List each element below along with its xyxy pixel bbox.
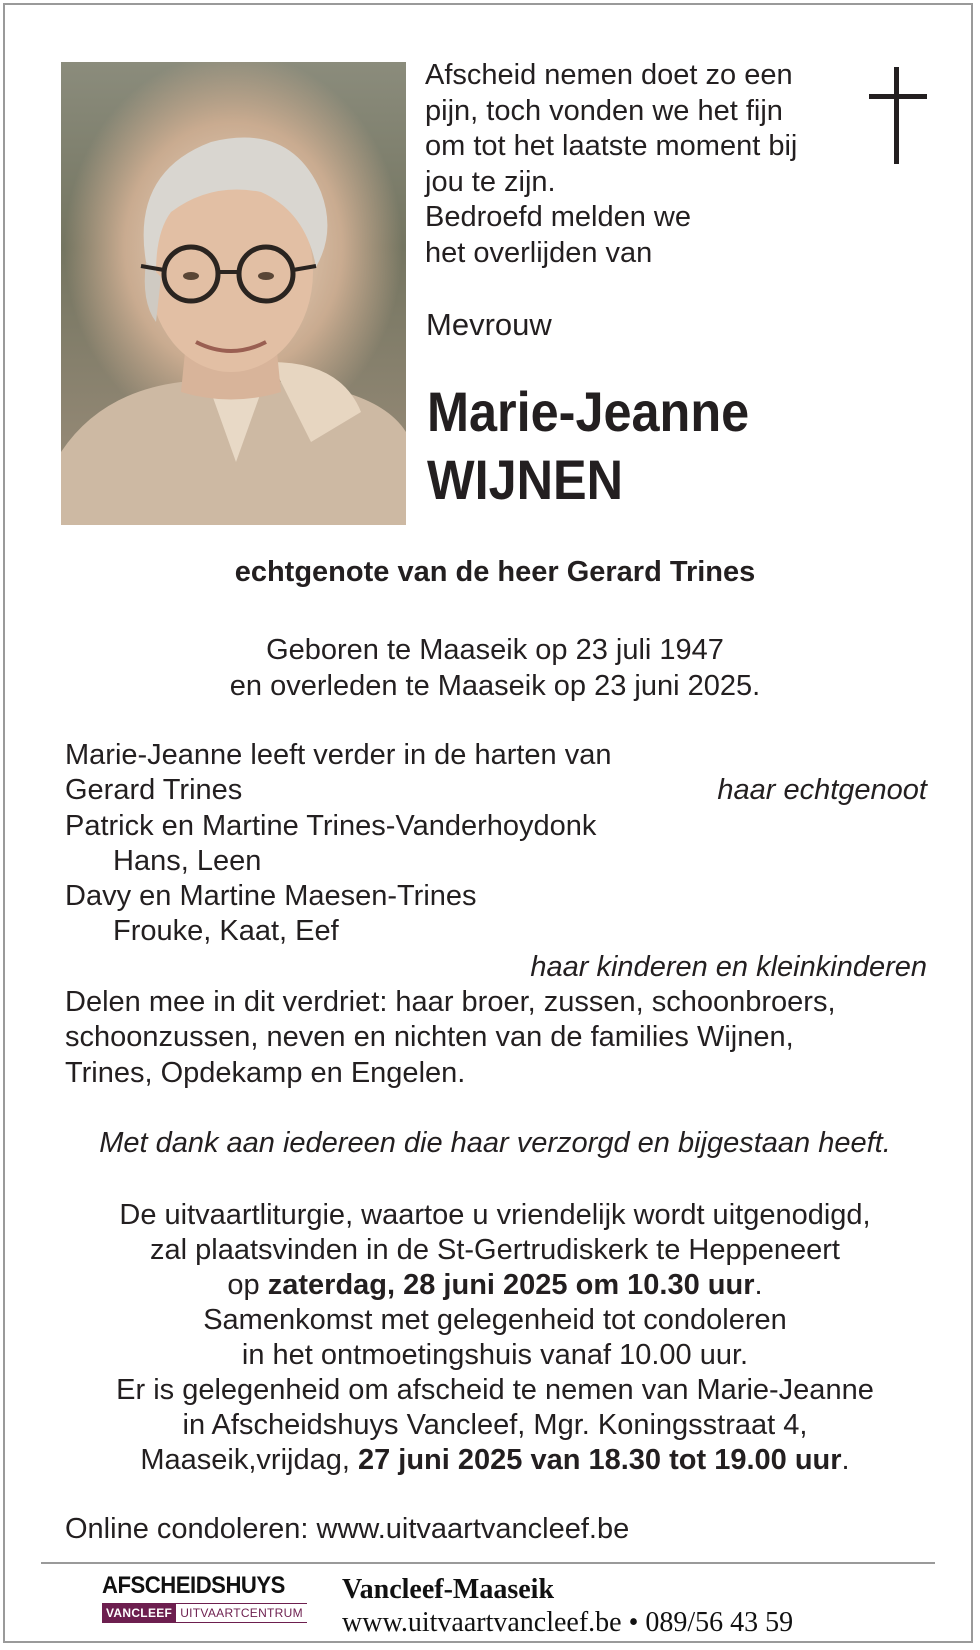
intro-poem: [425, 58, 835, 271]
share-line: Delen mee in dit verdriet: haar broer, zussen, schoonbroers,: [65, 986, 836, 1019]
liturgy-line: De uitvaartliturgie, waartoe u vriendelijk wordt uitgenodigd,: [119, 1199, 871, 1231]
liturgy-date-line: [5, 1268, 980, 1303]
footer-divider: [41, 1562, 935, 1564]
grandchildren-1: Hans, Leen: [113, 844, 262, 877]
text: Maaseik,vrijdag,: [140, 1444, 358, 1476]
funeral-datetime: zaterdag, 28 juni 2025 om 10.30 uur: [267, 1269, 755, 1301]
last-name: WIJNEN: [427, 448, 624, 511]
intro-line: het overlijden van: [425, 236, 653, 269]
text: .: [841, 1444, 850, 1476]
child-2: Davy en Martine Maesen-Trines: [65, 880, 477, 913]
family-row-children-role: [65, 950, 927, 985]
logo-subbar: [102, 1603, 314, 1623]
logo-left: VANCLEEF: [102, 1603, 176, 1623]
grandchildren-2: Frouke, Kaat, Eef: [113, 915, 339, 948]
deceased-name: [427, 378, 749, 514]
share-line: schoonzussen, neven en nichten van de families Wijnen,: [65, 1021, 794, 1054]
funeral-home-logo: [102, 1572, 314, 1623]
logo-right: UITVAARTCENTRUM: [176, 1603, 307, 1623]
text: .: [754, 1269, 763, 1301]
birth-line: Geboren te Maaseik op 23 juli 1947: [266, 634, 724, 666]
liturgy-line: Er is gelegenheid om afscheid te nemen van Marie-Jeanne: [116, 1374, 874, 1406]
portrait-illustration: [61, 62, 406, 525]
intro-line: jou te zijn.: [425, 165, 556, 198]
funeral-home-contact: [342, 1573, 793, 1639]
funeral-details: [5, 1198, 980, 1478]
husband-name: Gerard Trines: [65, 774, 243, 807]
intro-line: Bedroefd melden we: [425, 201, 691, 233]
logo-title: AFSCHEIDSHUYS: [102, 1572, 285, 1599]
intro-line: om tot het laatste moment bij: [425, 130, 798, 162]
husband-role: haar echtgenoot: [717, 774, 927, 807]
intro-line: Afscheid nemen doet zo een: [425, 59, 793, 91]
portrait-photo: [61, 62, 406, 525]
death-line: en overleden te Maaseik op 23 juni 2025.: [229, 670, 761, 702]
family-intro: Marie-Jeanne leeft verder in de harten van: [65, 739, 612, 771]
online-condolence: Online condoleren: www.uitvaartvancleef.be: [65, 1513, 630, 1545]
firm-name: Vancleef-Maaseik: [342, 1574, 555, 1605]
liturgy-line: Samenkomst met gelegenheid tot condoleren: [203, 1304, 787, 1336]
firm-contact: www.uitvaartvancleef.be • 089/56 43 59: [342, 1607, 794, 1638]
obituary-card: [3, 3, 973, 1643]
life-dates: [5, 632, 980, 704]
liturgy-line: zal plaatsvinden in de St-Gertrudiskerk te Heppeneert: [150, 1234, 840, 1266]
cross-icon: [869, 67, 927, 164]
viewing-datetime: 27 juni 2025 van 18.30 tot 19.00 uur: [357, 1444, 842, 1476]
liturgy-line: in Afscheidshuys Vancleef, Mgr. Koningsstraat 4,: [182, 1409, 808, 1441]
liturgy-line: in het ontmoetingshuis vanaf 10.00 uur.: [241, 1339, 749, 1371]
text: op: [227, 1269, 268, 1301]
share-line: Trines, Opdekamp en Engelen.: [65, 1056, 466, 1089]
thanks-line: Met dank aan iedereen die haar verzorgd en bijgestaan heeft.: [99, 1127, 891, 1159]
child-1: Patrick en Martine Trines-Vanderhoydonk: [65, 809, 597, 842]
intro-line: pijn, toch vonden we het fijn: [425, 94, 783, 127]
salutation: Mevrouw: [426, 307, 552, 342]
family-row-husband: [65, 773, 927, 808]
viewing-line: [5, 1443, 980, 1478]
family-list: [65, 738, 927, 1091]
spouse-line: echtgenote van de heer Gerard Trines: [234, 556, 756, 588]
children-role: haar kinderen en kleinkinderen: [530, 950, 927, 983]
first-name: Marie-Jeanne: [427, 380, 750, 443]
